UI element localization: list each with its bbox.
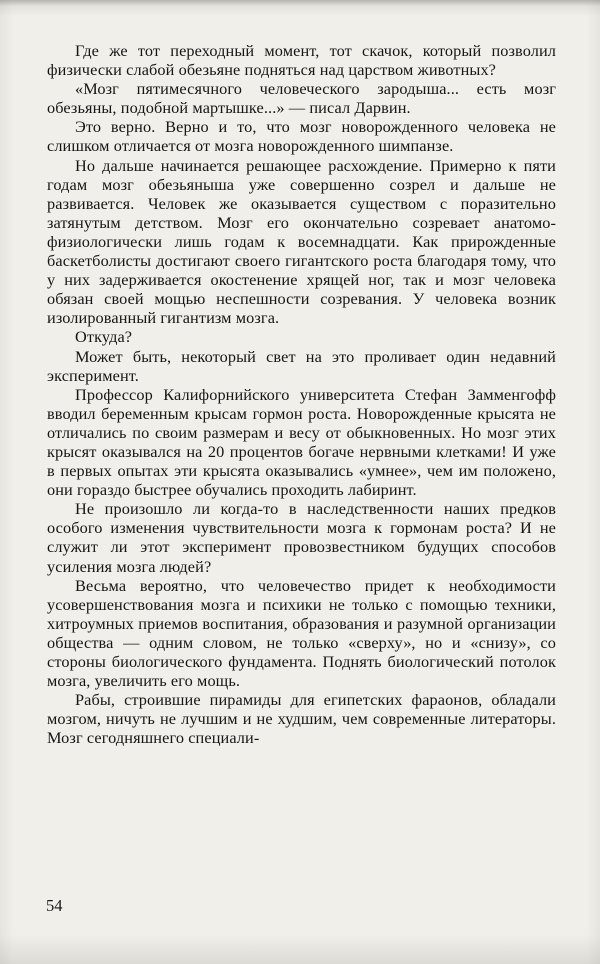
page-number: 54 — [46, 896, 63, 915]
paragraph: «Мозг пятимесячного человеческого зародыша... есть мозг обезьяны, подобной мартышке...» — писал Дарвин. — [47, 79, 556, 118]
paragraph: Где же тот переходный момент, тот скачок, который позволил физически слабой обезьяне подняться над царством животных? — [47, 41, 556, 80]
paragraph: Профессор Калифорнийского университета Стефан Замменгофф вводил беременным крысам гормон роста. Новорожденные крысята не отличались по своим размерам и весу от обыкновенных. Но мозг этих крысят оказывался на 20 процентов богаче нервными клетками! И уже в первых опытах эти крысята оказывались «умнее», чем им положено, они гораздо быстрее обучались проходить лабиринт. — [47, 384, 556, 500]
paragraph: Откуда? — [75, 327, 133, 347]
paragraph: Не произошло ли когда-то в наследственности наших предков особого изменения чувствительности мозга к гормонам роста? И не служит ли этот эксперимент провозвестником будущих способов усиления мозга людей? — [47, 499, 556, 576]
paragraph: Может быть, некоторый свет на это проливает один недавний эксперимент. — [47, 346, 556, 385]
paragraph: Рабы, строившие пирамиды для египетских фараонов, обладали мозгом, ничуть не лучшим и не худшим, чем современные литераторы. Мозг сегодняшнего специали- — [47, 690, 556, 748]
paragraph: Весьма вероятно, что человечество придет к необходимости усовершенствования мозга и психики не только с помощью техники, хитроумных приемов воспитания, образования и разумной организации общества — одним словом, не только «сверху», но и «снизу», со стороны биологического фундамента. Поднять биологический потолок мозга, увеличить его мощь. — [47, 575, 556, 691]
paragraph: Но дальше начинается решающее расхождение. Примерно к пяти годам мозг обезьяныша уже совершенно созрел и дальше не развивается. Человек же оказывается существом с поразительно затянутым детством. Мозг его окончательно созревает анатомо-физиологически лишь годам к восемнадцати. Как прирожденные баскетболисты достигают своего гигантского роста благодаря тому, что у них задерживается окостенение хрящей ног, так и мозг человека обязан своей мощью неспешности созревания. У человека возник изолированный гигантизм мозга. — [47, 155, 556, 328]
paragraph: Это верно. Верно и то, что мозг новорожденного человека не слишком отличается от мозга новорожденного шимпанзе. — [47, 117, 556, 156]
body-text — [47, 41, 556, 747]
